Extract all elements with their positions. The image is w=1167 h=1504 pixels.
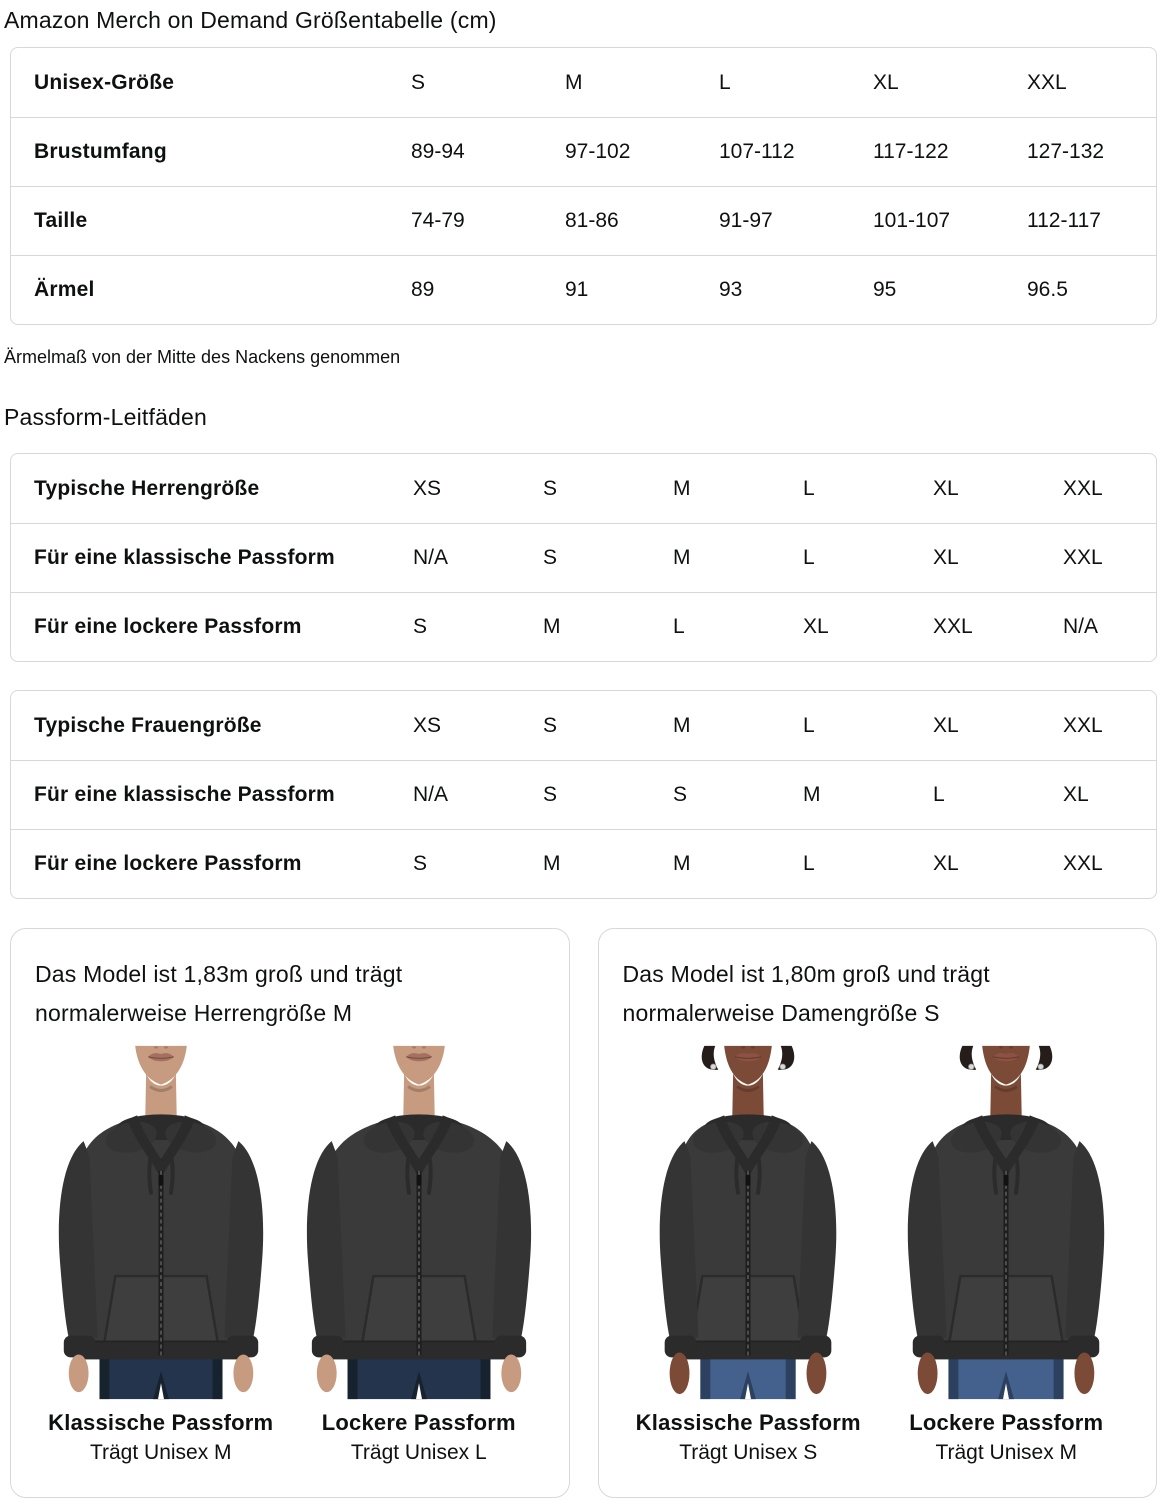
cell-value: S — [543, 476, 558, 500]
cuff — [312, 1336, 344, 1358]
table-row — [11, 760, 1156, 829]
table-row — [11, 48, 1156, 117]
cell-value: L — [803, 713, 815, 737]
cell-value: S — [673, 783, 688, 806]
model-cards — [10, 928, 1157, 1498]
row-label: Typische Herrengröße — [34, 476, 260, 500]
drawcord — [407, 1155, 409, 1193]
model-figures-men — [35, 1045, 545, 1465]
cell-value: XL — [933, 852, 959, 875]
cell-value: 89-94 — [411, 140, 465, 163]
cell-value: M — [543, 852, 561, 875]
drawcord — [758, 1155, 760, 1193]
size-label: Trägt Unisex M — [935, 1441, 1078, 1464]
row-label: Für eine lockere Passform — [34, 852, 302, 875]
hand — [807, 1352, 827, 1394]
cell-value: 117-122 — [873, 140, 949, 163]
cell-value: S — [413, 615, 428, 638]
cell-value: XL — [933, 546, 959, 569]
cell-value: M — [565, 70, 583, 94]
fit-label: Klassische Passform — [48, 1410, 274, 1435]
size-label: Trägt Unisex M — [89, 1441, 232, 1464]
cell-value: N/A — [1063, 615, 1099, 638]
table-row — [11, 592, 1156, 661]
zipper-pull — [746, 1175, 751, 1186]
earring — [1038, 1064, 1044, 1070]
row-label: Für eine lockere Passform — [34, 615, 302, 638]
cell-value: 96.5 — [1027, 278, 1068, 301]
table-row — [11, 454, 1156, 523]
cell-value: 89 — [411, 278, 435, 301]
row-label: Für eine klassische Passform — [34, 783, 335, 806]
row-label: Typische Frauengröße — [34, 713, 262, 737]
earring — [780, 1064, 786, 1070]
table-row — [11, 691, 1156, 760]
earring — [711, 1064, 717, 1070]
cell-value: XL — [873, 70, 899, 94]
cell-value: S — [411, 70, 426, 94]
drawcord — [736, 1155, 738, 1193]
fit-label: Lockere Passform — [321, 1410, 516, 1435]
cuff — [226, 1336, 258, 1358]
row-label: Taille — [34, 209, 88, 232]
drawcord — [149, 1155, 151, 1193]
model-photo-woman-classic — [623, 1045, 873, 1400]
hand — [233, 1354, 253, 1392]
cell-value: XS — [413, 476, 442, 500]
cell-value: XL — [803, 615, 829, 638]
drawcord — [1016, 1155, 1018, 1193]
fit-section-title: Passform-Leitfäden — [4, 404, 208, 430]
cell-value: L — [803, 546, 815, 569]
model-figure-woman-classic — [623, 1045, 873, 1465]
cell-value: XXL — [933, 615, 973, 638]
hand — [68, 1354, 88, 1392]
hand — [918, 1352, 938, 1394]
table-row — [11, 829, 1156, 898]
earring — [969, 1064, 975, 1070]
cell-value: XL — [933, 476, 959, 500]
model-card-heading: Das Model ist 1,83m groß und trägt normalerweise Herrengröße M — [35, 961, 403, 1026]
cell-value: 93 — [719, 278, 743, 301]
size-label: Trägt Unisex L — [350, 1441, 487, 1464]
cuff — [64, 1336, 96, 1358]
cell-value: XXL — [1063, 852, 1103, 875]
cell-value: 91 — [565, 278, 589, 301]
cell-value: L — [673, 615, 685, 638]
cell-value: 74-79 — [411, 209, 465, 232]
cell-value: M — [673, 713, 691, 737]
unisex-size-table — [10, 47, 1157, 325]
cell-value: L — [719, 70, 731, 94]
cell-value: XXL — [1063, 713, 1103, 737]
cell-value: 101-107 — [873, 209, 951, 232]
cell-value: S — [543, 713, 558, 737]
model-figure-woman-loose — [881, 1045, 1131, 1465]
drawcord — [994, 1155, 996, 1193]
mens-fit-table — [10, 453, 1157, 662]
cell-value: 95 — [873, 278, 897, 301]
cuff — [494, 1336, 526, 1358]
cell-value: M — [673, 852, 691, 875]
cell-value: L — [933, 783, 945, 806]
size-guide-page — [0, 4, 1167, 1498]
cell-value: XL — [1063, 783, 1089, 806]
cell-value: N/A — [413, 546, 449, 569]
hand — [501, 1354, 521, 1392]
cell-value: XXL — [1063, 546, 1103, 569]
row-label: Ärmel — [34, 278, 95, 301]
table-row — [11, 117, 1156, 186]
cell-value: XXL — [1027, 70, 1067, 94]
hand — [317, 1354, 337, 1392]
drawcord — [429, 1155, 431, 1193]
cell-value: M — [673, 476, 691, 500]
cell-value: 107-112 — [719, 140, 795, 163]
fit-label: Klassische Passform — [635, 1410, 861, 1435]
zipper-pull — [158, 1175, 163, 1186]
cell-value: 127-132 — [1027, 140, 1105, 163]
model-figure-man-loose — [294, 1045, 544, 1465]
page-title: Amazon Merch on Demand Größentabelle (cm) — [4, 7, 497, 33]
size-label: Trägt Unisex S — [679, 1441, 818, 1464]
cell-value: L — [803, 476, 815, 500]
cell-value: S — [543, 546, 558, 569]
model-photo-man-loose — [294, 1045, 544, 1400]
drawcord — [171, 1155, 173, 1193]
table-row — [11, 523, 1156, 592]
womens-fit-table — [10, 690, 1157, 899]
zipper-pull — [1004, 1175, 1009, 1186]
cell-value: XL — [933, 713, 959, 737]
model-card-men — [10, 928, 570, 1498]
cell-value: L — [803, 852, 815, 875]
cell-value: XXL — [1063, 476, 1103, 500]
model-photo-woman-loose — [881, 1045, 1131, 1400]
cell-value: 81-86 — [565, 209, 619, 232]
hand — [670, 1352, 690, 1394]
model-card-heading: Das Model ist 1,80m groß und trägt normalerweise Damengröße S — [622, 961, 990, 1026]
row-label: Für eine klassische Passform — [34, 546, 335, 569]
cell-value: M — [803, 783, 821, 806]
table-row — [11, 186, 1156, 255]
cell-value: N/A — [413, 783, 449, 806]
row-label: Brustumfang — [34, 140, 167, 163]
cell-value: XS — [413, 713, 442, 737]
model-photo-man-classic — [36, 1045, 286, 1400]
zipper-pull — [416, 1175, 421, 1186]
sleeve-note: Ärmelmaß von der Mitte des Nackens genommen — [4, 347, 401, 367]
row-label: Unisex-Größe — [34, 70, 175, 94]
cell-value: M — [673, 546, 691, 569]
fit-label: Lockere Passform — [909, 1410, 1104, 1435]
model-figure-man-classic — [36, 1045, 286, 1465]
table-row — [11, 255, 1156, 324]
cell-value: S — [413, 852, 428, 875]
cell-value: M — [543, 615, 561, 638]
cell-value: 97-102 — [565, 140, 631, 163]
cell-value: 112-117 — [1027, 209, 1101, 232]
hand — [1075, 1352, 1095, 1394]
cell-value: S — [543, 783, 558, 806]
model-figures-women — [623, 1045, 1133, 1465]
cell-value: 91-97 — [719, 209, 773, 232]
model-card-women — [598, 928, 1158, 1498]
